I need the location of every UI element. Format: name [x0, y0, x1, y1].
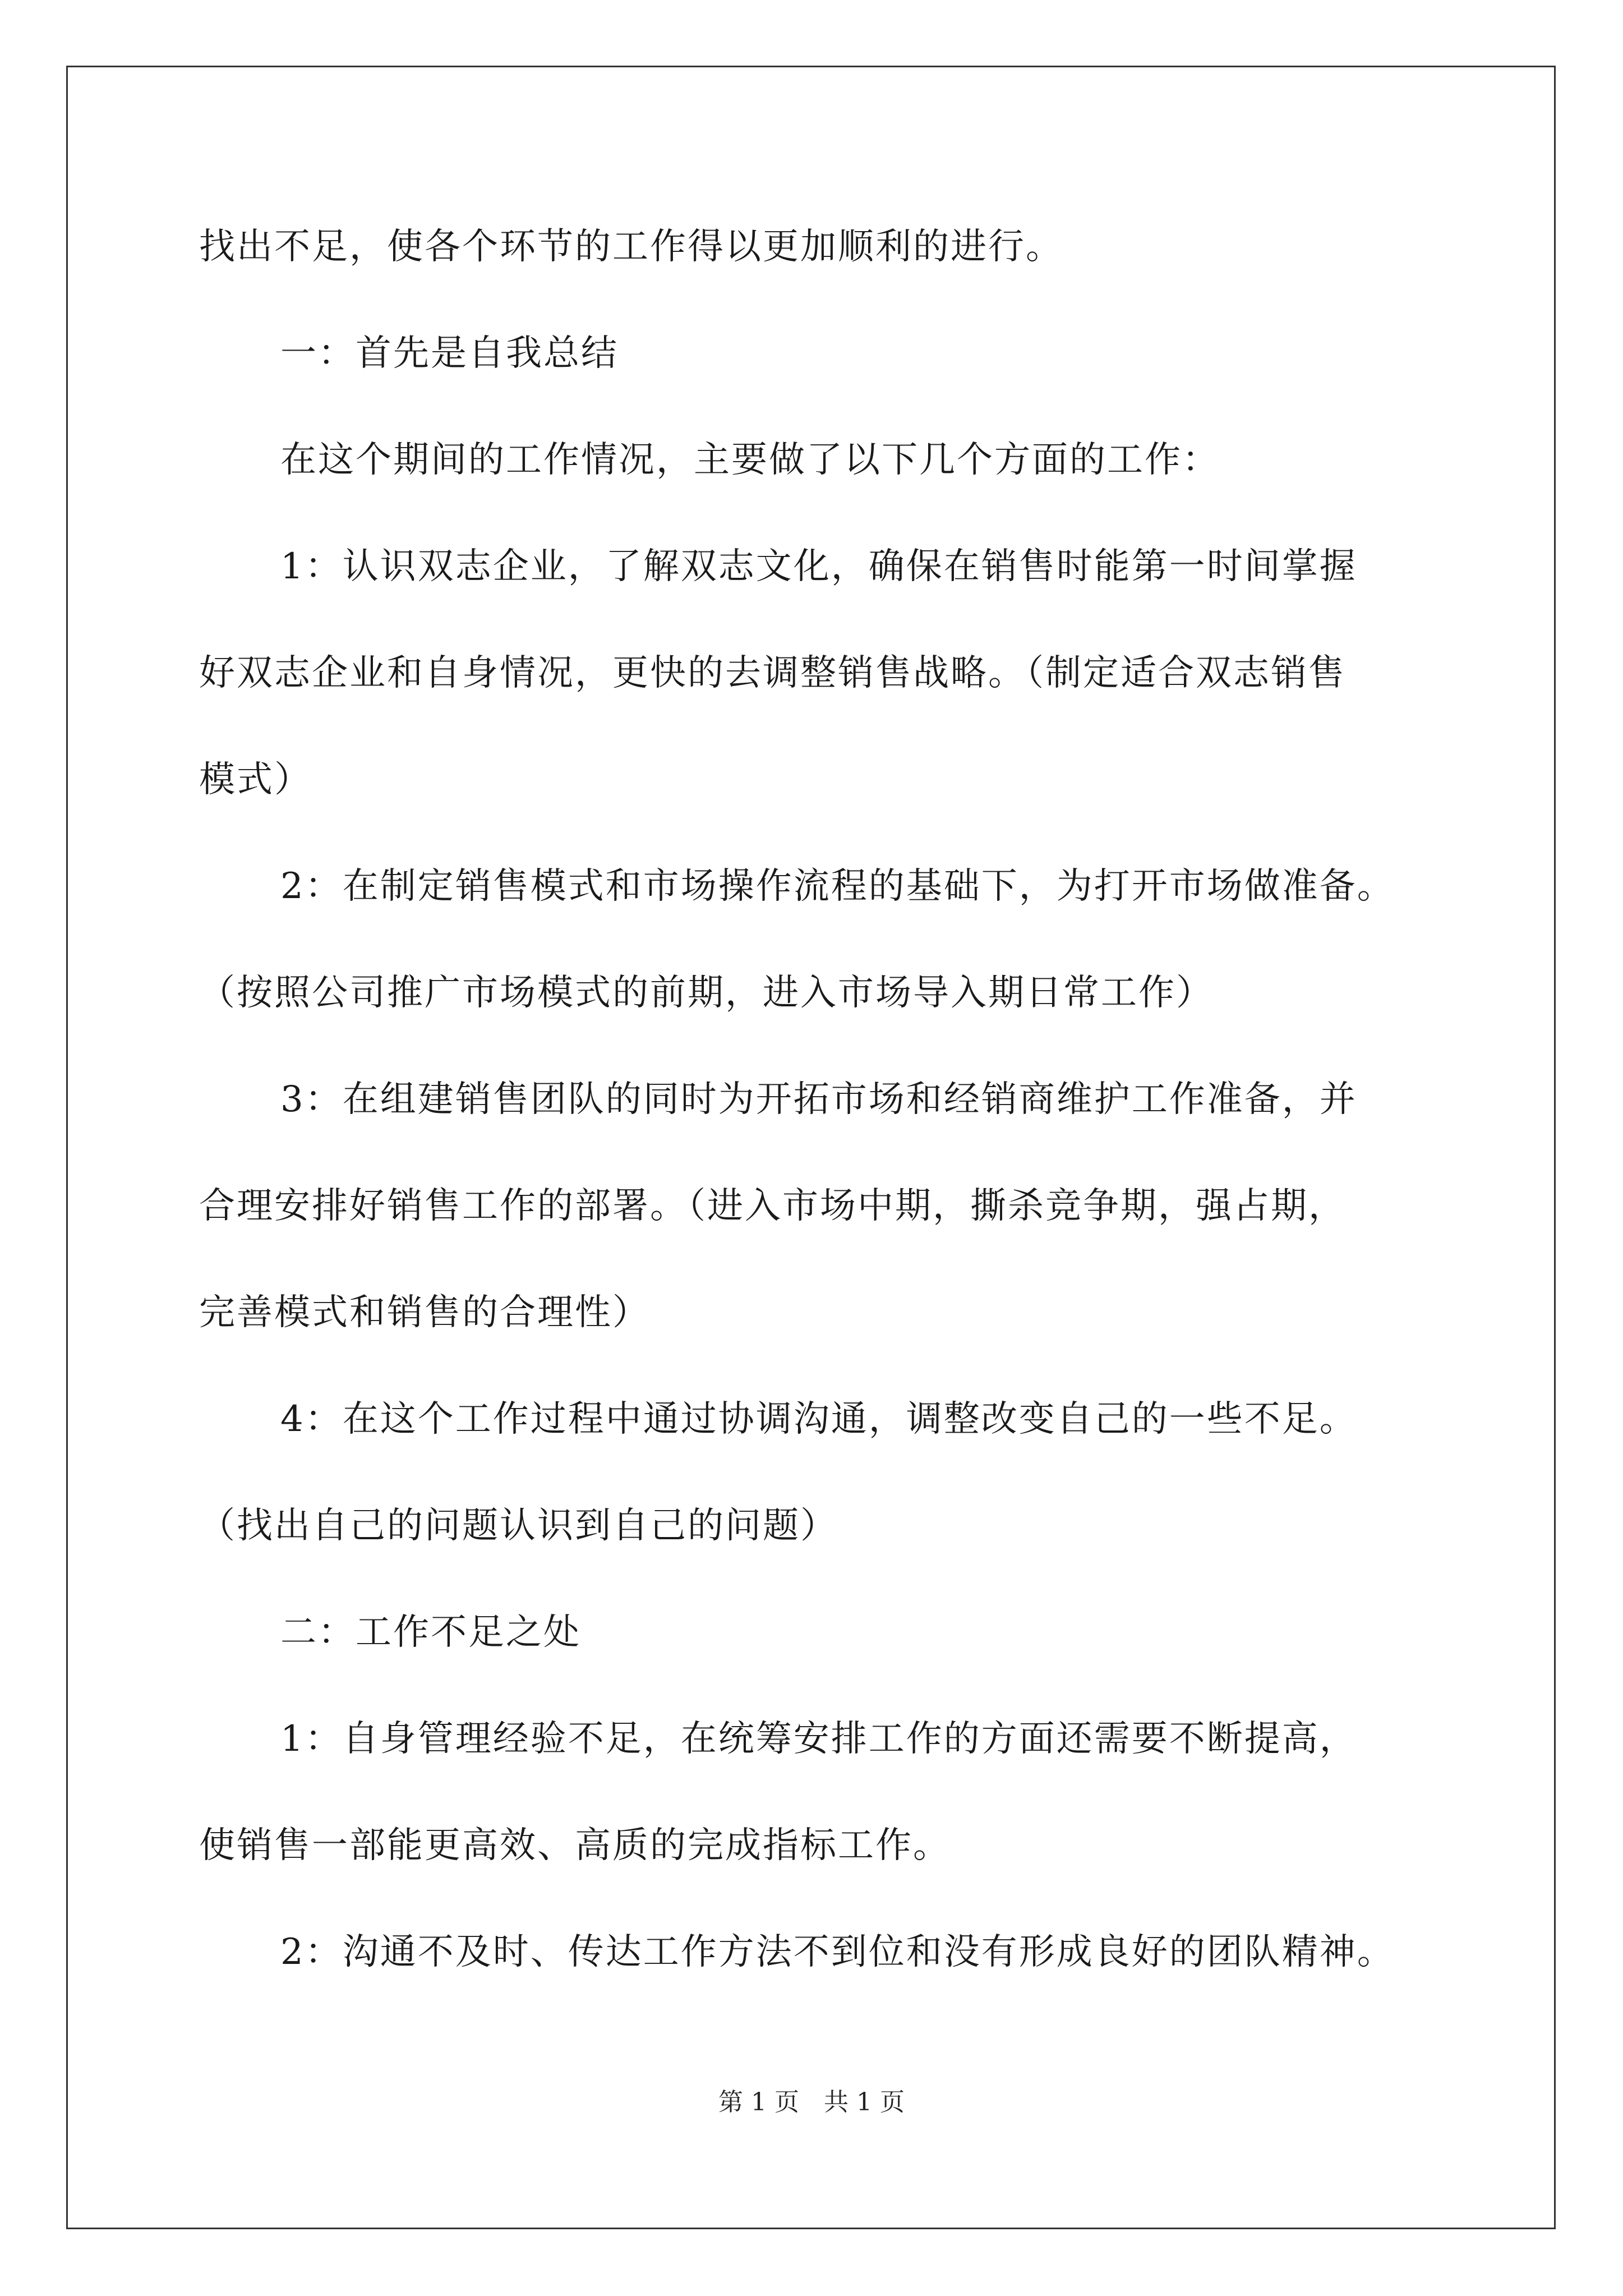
section-heading-self-summary: 一：首先是自我总结	[280, 333, 619, 374]
page-border	[66, 66, 1556, 2229]
section-heading-shortcomings: 二：工作不足之处	[280, 1612, 581, 1653]
paragraph-line: 1：自身管理经验不足，在统筹安排工作的方面还需要不断提高，	[280, 1718, 1357, 1760]
paragraph-line: 好双志企业和自身情况，更快的去调整销售战略。（制定适合双志销售	[199, 652, 1346, 694]
paragraph-line: 3：在组建销售团队的同时为开拓市场和经销商维护工作准备，并	[280, 1079, 1357, 1120]
paragraph-line: 合理安排好销售工作的部署。（进入市场中期，撕杀竞争期，强占期，	[199, 1185, 1346, 1227]
paragraph-line: 使销售一部能更高效、高质的完成指标工作。	[199, 1825, 951, 1866]
paragraph-line: 1：认识双志企业，了解双志文化，确保在销售时能第一时间掌握	[280, 546, 1357, 587]
paragraph-line: 完善模式和销售的合理性）	[199, 1292, 650, 1333]
paragraph-line: 4：在这个工作过程中通过协调沟通，调整改变自己的一些不足。	[280, 1398, 1357, 1440]
paragraph-line: （按照公司推广市场模式的前期，进入市场导入期日常工作）	[199, 972, 1214, 1014]
paragraph-line: （找出自己的问题认识到自己的问题）	[199, 1505, 838, 1547]
paragraph-line: 2：沟通不及时、传达工作方法不到位和没有形成良好的团队精神。	[280, 1931, 1395, 1973]
paragraph-line: 找出不足，使各个环节的工作得以更加顺利的进行。	[199, 226, 1063, 268]
page-number-footer: 第 1 页 共 1 页	[718, 2088, 905, 2116]
paragraph-line: 在这个期间的工作情况，主要做了以下几个方面的工作：	[280, 439, 1220, 481]
paragraph-line: 模式）	[199, 759, 312, 800]
paragraph-line: 2：在制定销售模式和市场操作流程的基础下，为打开市场做准备。	[280, 866, 1395, 907]
